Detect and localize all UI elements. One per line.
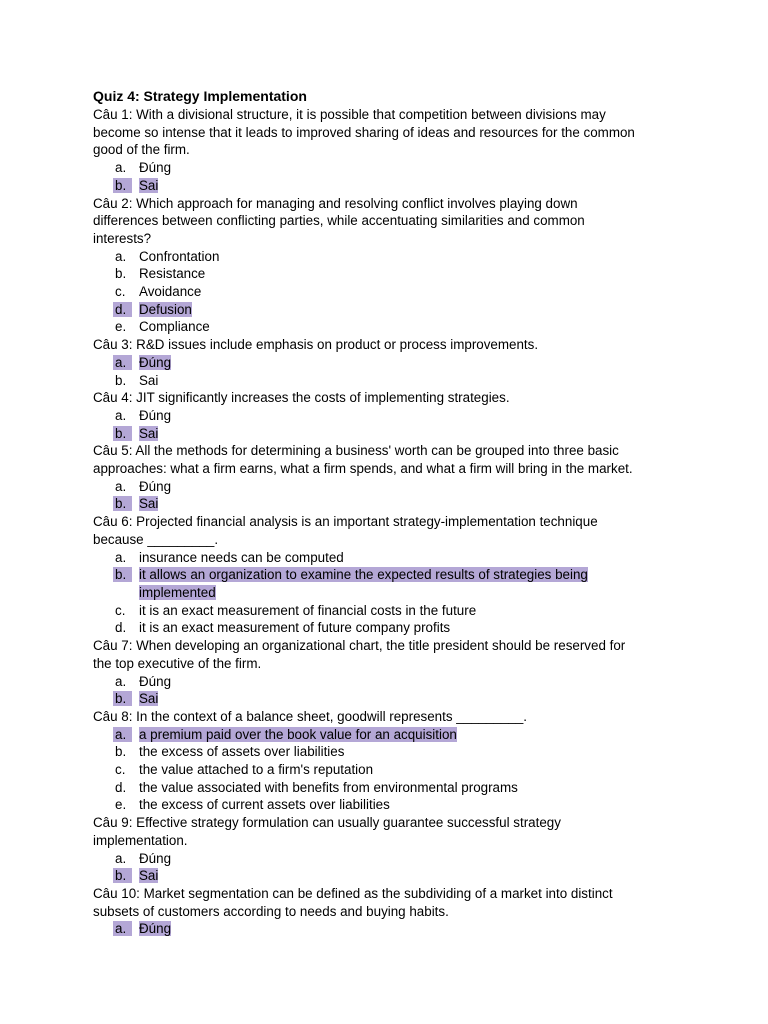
- option-text-content: it is an exact measurement of future company profits: [139, 620, 451, 636]
- option-text-content: insurance needs can be computed: [139, 549, 344, 565]
- option-text-content: Resistance: [139, 266, 206, 282]
- option-text: [139, 602, 639, 620]
- question-text-line: good of the firm.: [93, 142, 190, 158]
- answer-option: [93, 796, 683, 814]
- option-letter: [115, 159, 139, 177]
- option-text-content: Đúng: [139, 478, 172, 494]
- option-letter: [115, 283, 139, 301]
- answer-option: [93, 673, 683, 691]
- option-text-content: Sai: [139, 425, 159, 441]
- option-text: [139, 248, 639, 266]
- option-text-content: the excess of current assets over liabilities: [139, 797, 390, 813]
- option-letter-text: c.: [115, 602, 126, 618]
- answer-option-correct: [93, 177, 683, 195]
- option-text-content: Sai: [139, 372, 159, 388]
- question-text-line: Câu 4: JIT significantly increases the costs of implementing strategies.: [93, 390, 510, 406]
- answer-option: [93, 478, 683, 496]
- option-text-content: Avoidance: [139, 284, 202, 300]
- option-letter: [115, 318, 139, 336]
- answer-option: [93, 761, 683, 779]
- option-letter: [115, 726, 139, 744]
- option-letter-text: c.: [115, 284, 126, 300]
- answer-option-correct: [93, 867, 683, 885]
- option-letter-text: a.: [113, 727, 132, 742]
- answer-option-correct: [93, 920, 683, 938]
- option-text-content: Sai: [139, 691, 159, 707]
- option-letter: [115, 372, 139, 390]
- option-letter: [115, 177, 139, 195]
- option-letter: [115, 407, 139, 425]
- option-letter: [115, 867, 139, 885]
- option-letter-text: e.: [115, 797, 127, 813]
- option-text: [139, 159, 639, 177]
- question-text-line: Câu 7: When developing an organizational chart, the title president should be reserved for: [93, 638, 626, 654]
- option-text: [139, 495, 639, 513]
- option-text-content: Sai: [139, 868, 159, 884]
- option-text-content: implemented: [139, 584, 216, 600]
- answer-option: [93, 283, 683, 301]
- option-letter: [115, 549, 139, 567]
- option-letter-text: b.: [115, 372, 127, 388]
- answer-option-correct: [93, 425, 683, 443]
- question-text-line: because _________.: [93, 531, 219, 547]
- question-text-line: interests?: [93, 230, 152, 246]
- quiz-title: Quiz 4: Strategy Implementation: [93, 88, 307, 104]
- option-letter-text: a.: [115, 850, 127, 866]
- answer-option-correct: [93, 584, 683, 602]
- question-4: [93, 389, 683, 442]
- question-text-line: Câu 1: With a divisional structure, it is possible that competition between divisions may: [93, 107, 606, 122]
- option-letter-text: b.: [113, 496, 132, 511]
- answer-option: [93, 159, 683, 177]
- option-text: [139, 690, 639, 708]
- question-text-line: the top executive of the firm.: [93, 655, 262, 671]
- question-2: [93, 195, 683, 337]
- option-letter: [115, 584, 139, 602]
- option-text-content: it is an exact measurement of financial costs in the future: [139, 602, 477, 618]
- option-letter: [115, 301, 139, 319]
- question-text-line: differences between conflicting parties, while accentuating similarities and common: [93, 213, 585, 229]
- answer-option: [93, 743, 683, 761]
- option-text-content: the value attached to a firm's reputation: [139, 762, 374, 778]
- option-text-content: Confrontation: [139, 248, 220, 264]
- option-letter-text: b.: [115, 266, 127, 282]
- option-text-content: Defusion: [139, 301, 192, 317]
- option-letter-text: a.: [115, 478, 127, 494]
- option-text-content: it allows an organization to examine the expected results of strategies being: [139, 567, 588, 583]
- option-text: [139, 920, 639, 938]
- question-1: [93, 106, 683, 195]
- answer-option-correct: [93, 301, 683, 319]
- option-letter: [115, 425, 139, 443]
- question-10: [93, 885, 683, 938]
- option-letter-text: b.: [113, 426, 132, 441]
- answer-option: [93, 602, 683, 620]
- question-9: [93, 814, 683, 885]
- option-letter: [115, 602, 139, 620]
- question-list: [93, 106, 683, 938]
- option-text: [139, 779, 639, 797]
- option-text: [139, 318, 639, 336]
- answer-option-correct: [93, 566, 683, 584]
- option-letter-text: b.: [113, 567, 132, 582]
- option-letter-text: a.: [113, 921, 132, 936]
- question-text-line: Câu 5: All the methods for determining a business' worth can be grouped into three basic: [93, 443, 619, 459]
- option-text: [139, 761, 639, 779]
- option-letter: [115, 673, 139, 691]
- option-text-content: Compliance: [139, 319, 210, 335]
- option-text-content: Đúng: [139, 354, 172, 370]
- question-7: [93, 637, 683, 708]
- option-letter: [115, 354, 139, 372]
- option-text: [139, 283, 639, 301]
- option-text: [139, 354, 639, 372]
- answer-option-correct: [93, 354, 683, 372]
- option-text: [139, 549, 639, 567]
- option-text-content: the value associated with benefits from environmental programs: [139, 779, 518, 795]
- option-letter: [115, 779, 139, 797]
- answer-option: [93, 779, 683, 797]
- option-text-content: Đúng: [139, 850, 172, 866]
- option-letter: [115, 619, 139, 637]
- option-letter-text: a.: [115, 160, 127, 176]
- answer-option: [93, 407, 683, 425]
- option-text: [139, 867, 639, 885]
- option-text-content: a premium paid over the book value for an acquisition: [139, 726, 457, 742]
- option-text: [139, 726, 639, 744]
- answer-option: [93, 248, 683, 266]
- question-6: [93, 513, 683, 637]
- question-text-line: implementation.: [93, 832, 188, 848]
- option-text: [139, 566, 639, 584]
- option-letter: [115, 478, 139, 496]
- option-text: [139, 425, 639, 443]
- option-letter-text: b.: [113, 868, 132, 883]
- answer-option-correct: [93, 690, 683, 708]
- option-letter: [115, 796, 139, 814]
- option-text-content: the excess of assets over liabilities: [139, 744, 345, 760]
- option-letter: [115, 495, 139, 513]
- option-text: [139, 673, 639, 691]
- option-letter: [115, 761, 139, 779]
- option-text: [139, 619, 639, 637]
- answer-option: [93, 265, 683, 283]
- answer-option-correct: [93, 495, 683, 513]
- option-letter-text: a.: [115, 673, 127, 689]
- option-text-content: Sai: [139, 177, 159, 193]
- question-text-line: become so intense that it leads to improved sharing of ideas and resources for the common: [93, 124, 635, 140]
- option-letter-text: b.: [113, 691, 132, 706]
- option-text: [139, 372, 639, 390]
- option-letter-text: d.: [115, 779, 127, 795]
- option-letter-text: a.: [113, 355, 132, 370]
- option-text-content: Đúng: [139, 160, 172, 176]
- option-letter: [115, 850, 139, 868]
- option-text: [139, 478, 639, 496]
- option-text: [139, 265, 639, 283]
- question-3: [93, 336, 683, 389]
- question-text-line: Câu 6: Projected financial analysis is an important strategy-implementation technique: [93, 514, 598, 530]
- option-letter-text: d.: [113, 302, 132, 317]
- option-letter: [115, 248, 139, 266]
- question-8: [93, 708, 683, 814]
- option-text: [139, 407, 639, 425]
- question-text-line: Câu 3: R&D issues include emphasis on product or process improvements.: [93, 337, 539, 353]
- option-letter-text: a.: [115, 248, 127, 264]
- question-5: [93, 442, 683, 513]
- option-text-content: Đúng: [139, 673, 172, 689]
- option-text-content: Sai: [139, 496, 159, 512]
- option-text: [139, 796, 639, 814]
- option-text: [139, 301, 639, 319]
- option-text: [139, 743, 639, 761]
- option-text: [139, 584, 639, 602]
- option-letter-text: e.: [115, 319, 127, 335]
- answer-option: [93, 619, 683, 637]
- option-text: [139, 850, 639, 868]
- question-text-line: approaches: what a firm earns, what a firm spends, and what a firm will bring in the market.: [93, 461, 633, 477]
- answer-option-correct: [93, 726, 683, 744]
- option-letter-text: a.: [115, 407, 127, 423]
- option-letter-text: b.: [113, 178, 132, 193]
- question-text-line: subsets of customers according to needs and buying habits.: [93, 903, 449, 919]
- option-letter-text: d.: [115, 620, 127, 636]
- answer-option: [93, 549, 683, 567]
- option-letter: [115, 265, 139, 283]
- question-text-line: Câu 10: Market segmentation can be defined as the subdividing of a market into distinct: [93, 885, 613, 901]
- question-text-line: Câu 2: Which approach for managing and resolving conflict involves playing down: [93, 195, 578, 211]
- option-text-content: Đúng: [139, 407, 172, 423]
- question-text-line: Câu 9: Effective strategy formulation can usually guarantee successful strategy: [93, 815, 561, 831]
- option-letter: [115, 566, 139, 584]
- option-text-content: Đúng: [139, 921, 172, 937]
- option-letter-text: c.: [115, 762, 126, 778]
- option-letter-text: a.: [115, 549, 127, 565]
- answer-option: [93, 850, 683, 868]
- document-page: [93, 86, 683, 938]
- answer-option: [93, 372, 683, 390]
- option-text: [139, 177, 639, 195]
- option-letter: [115, 920, 139, 938]
- answer-option: [93, 318, 683, 336]
- option-letter-text: b.: [115, 744, 127, 760]
- option-letter: [115, 743, 139, 761]
- option-letter: [115, 690, 139, 708]
- question-text-line: Câu 8: In the context of a balance sheet, goodwill represents _________.: [93, 708, 528, 724]
